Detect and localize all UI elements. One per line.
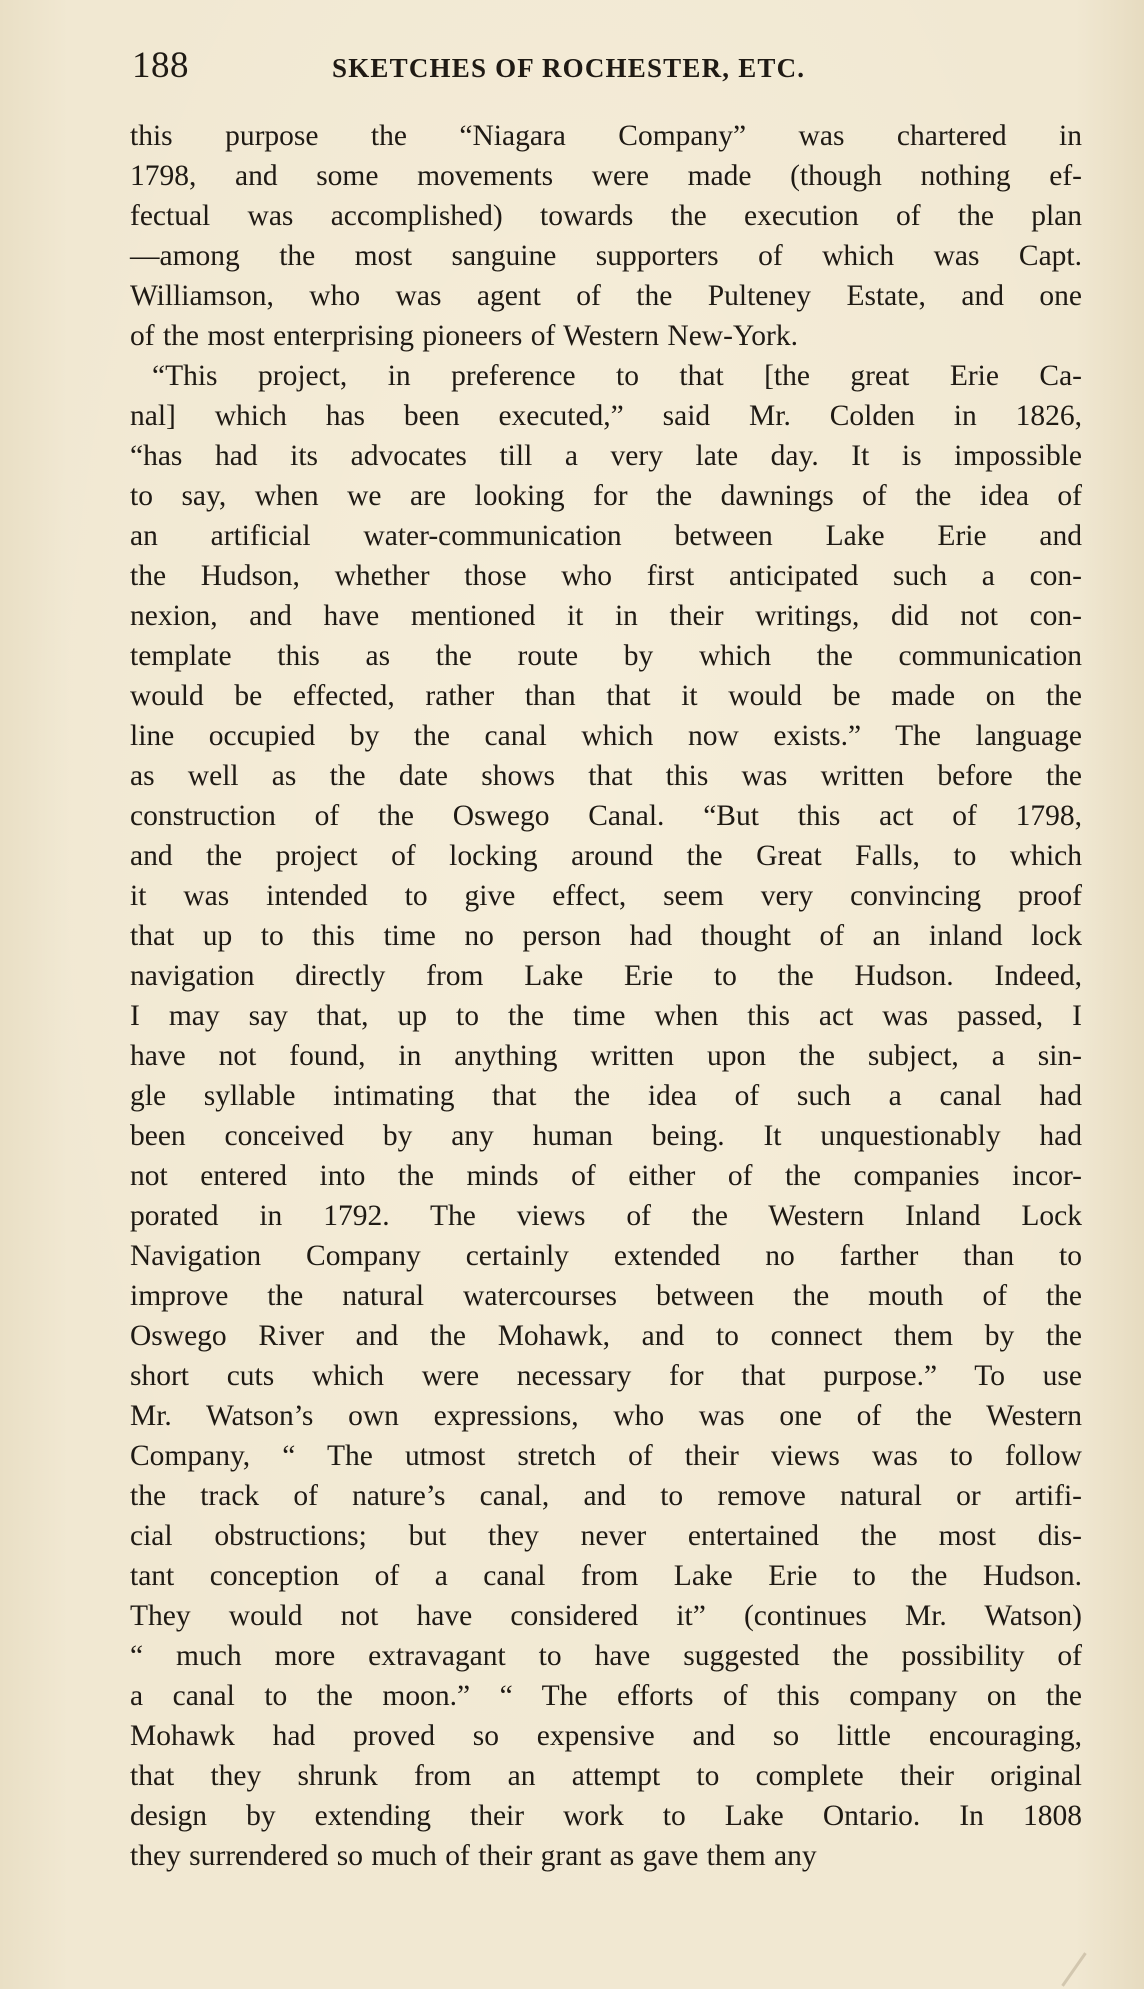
page-number: 188 — [132, 45, 189, 86]
text-line: template this as the route by which the communication — [130, 640, 1082, 672]
text-line: tant conception of a canal from Lake Erie to the Hudson. — [130, 1560, 1082, 1592]
page-crease — [1061, 1952, 1086, 1986]
text-line: Mr. Watson’s own expressions, who was one of the Western — [130, 1400, 1082, 1432]
text-line: “ much more extravagant to have suggested the possibility of — [130, 1640, 1082, 1672]
text-line: 1798, and some movements were made (though nothing ef- — [130, 160, 1082, 192]
text-line: it was intended to give effect, seem very convincing proof — [130, 880, 1082, 912]
text-line: Navigation Company certainly extended no farther than to — [130, 1240, 1082, 1272]
text-line: construction of the Oswego Canal. “But this act of 1798, — [130, 800, 1082, 832]
text-line: —among the most sanguine supporters of which was Capt. — [130, 240, 1082, 272]
text-line: design by extending their work to Lake Ontario. In 1808 — [130, 1800, 1082, 1832]
text-line: they surrendered so much of their grant as gave them any — [130, 1840, 817, 1872]
running-title: SKETCHES OF ROCHESTER, ETC. — [332, 53, 806, 83]
text-line: that up to this time no person had thought of an inland lock — [130, 920, 1082, 952]
text-line: porated in 1792. The views of the Western Inland Lock — [130, 1200, 1082, 1232]
text-line: Mohawk had proved so expensive and so little encouraging, — [130, 1720, 1082, 1752]
text-line: not entered into the minds of either of the companies incor- — [130, 1160, 1082, 1192]
text-line: short cuts which were necessary for that purpose.” To use — [130, 1360, 1082, 1392]
text-line: “This project, in preference to that [the great Erie Ca- — [152, 360, 1082, 392]
text-line: a canal to the moon.” “ The efforts of this company on the — [130, 1680, 1082, 1712]
text-line: gle syllable intimating that the idea of such a canal had — [130, 1080, 1082, 1112]
text-line: Williamson, who was agent of the Pulteney Estate, and one — [130, 280, 1082, 312]
text-line: I may say that, up to the time when this act was passed, I — [130, 1000, 1082, 1032]
text-line: nal] which has been executed,” said Mr. Colden in 1826, — [130, 400, 1082, 432]
text-line: that they shrunk from an attempt to complete their original — [130, 1760, 1082, 1792]
text-line: been conceived by any human being. It unquestionably had — [130, 1120, 1082, 1152]
text-line: nexion, and have mentioned it in their writings, did not con- — [130, 600, 1082, 632]
text-line: cial obstructions; but they never entertained the most dis- — [130, 1520, 1082, 1552]
text-line: the track of nature’s canal, and to remove natural or artifi- — [130, 1480, 1082, 1512]
text-line: the Hudson, whether those who first anticipated such a con- — [130, 560, 1082, 592]
text-line: navigation directly from Lake Erie to the Hudson. Indeed, — [130, 960, 1082, 992]
text-line: Oswego River and the Mohawk, and to connect them by the — [130, 1320, 1082, 1352]
text-line: Company, “ The utmost stretch of their views was to follow — [130, 1440, 1082, 1472]
text-line: this purpose the “Niagara Company” was chartered in — [130, 120, 1082, 152]
text-line: as well as the date shows that this was written before the — [130, 760, 1082, 792]
text-line: and the project of locking around the Great Falls, to which — [130, 840, 1082, 872]
text-line: improve the natural watercourses between the mouth of the — [130, 1280, 1082, 1312]
text-line: to say, when we are looking for the dawnings of the idea of — [130, 480, 1082, 512]
text-line: have not found, in anything written upon the subject, a sin- — [130, 1040, 1082, 1072]
body-text — [130, 116, 1082, 1876]
text-line: fectual was accomplished) towards the execution of the plan — [130, 200, 1082, 232]
text-line: line occupied by the canal which now exists.” The language — [130, 720, 1082, 752]
text-line: of the most enterprising pioneers of Western New-York. — [130, 320, 798, 352]
text-line: an artificial water-communication between Lake Erie and — [130, 520, 1082, 552]
text-line: “has had its advocates till a very late day. It is impossible — [130, 440, 1082, 472]
text-line: They would not have considered it” (continues Mr. Watson) — [130, 1600, 1082, 1632]
running-head — [132, 44, 1082, 88]
text-line: would be effected, rather than that it would be made on the — [130, 680, 1082, 712]
